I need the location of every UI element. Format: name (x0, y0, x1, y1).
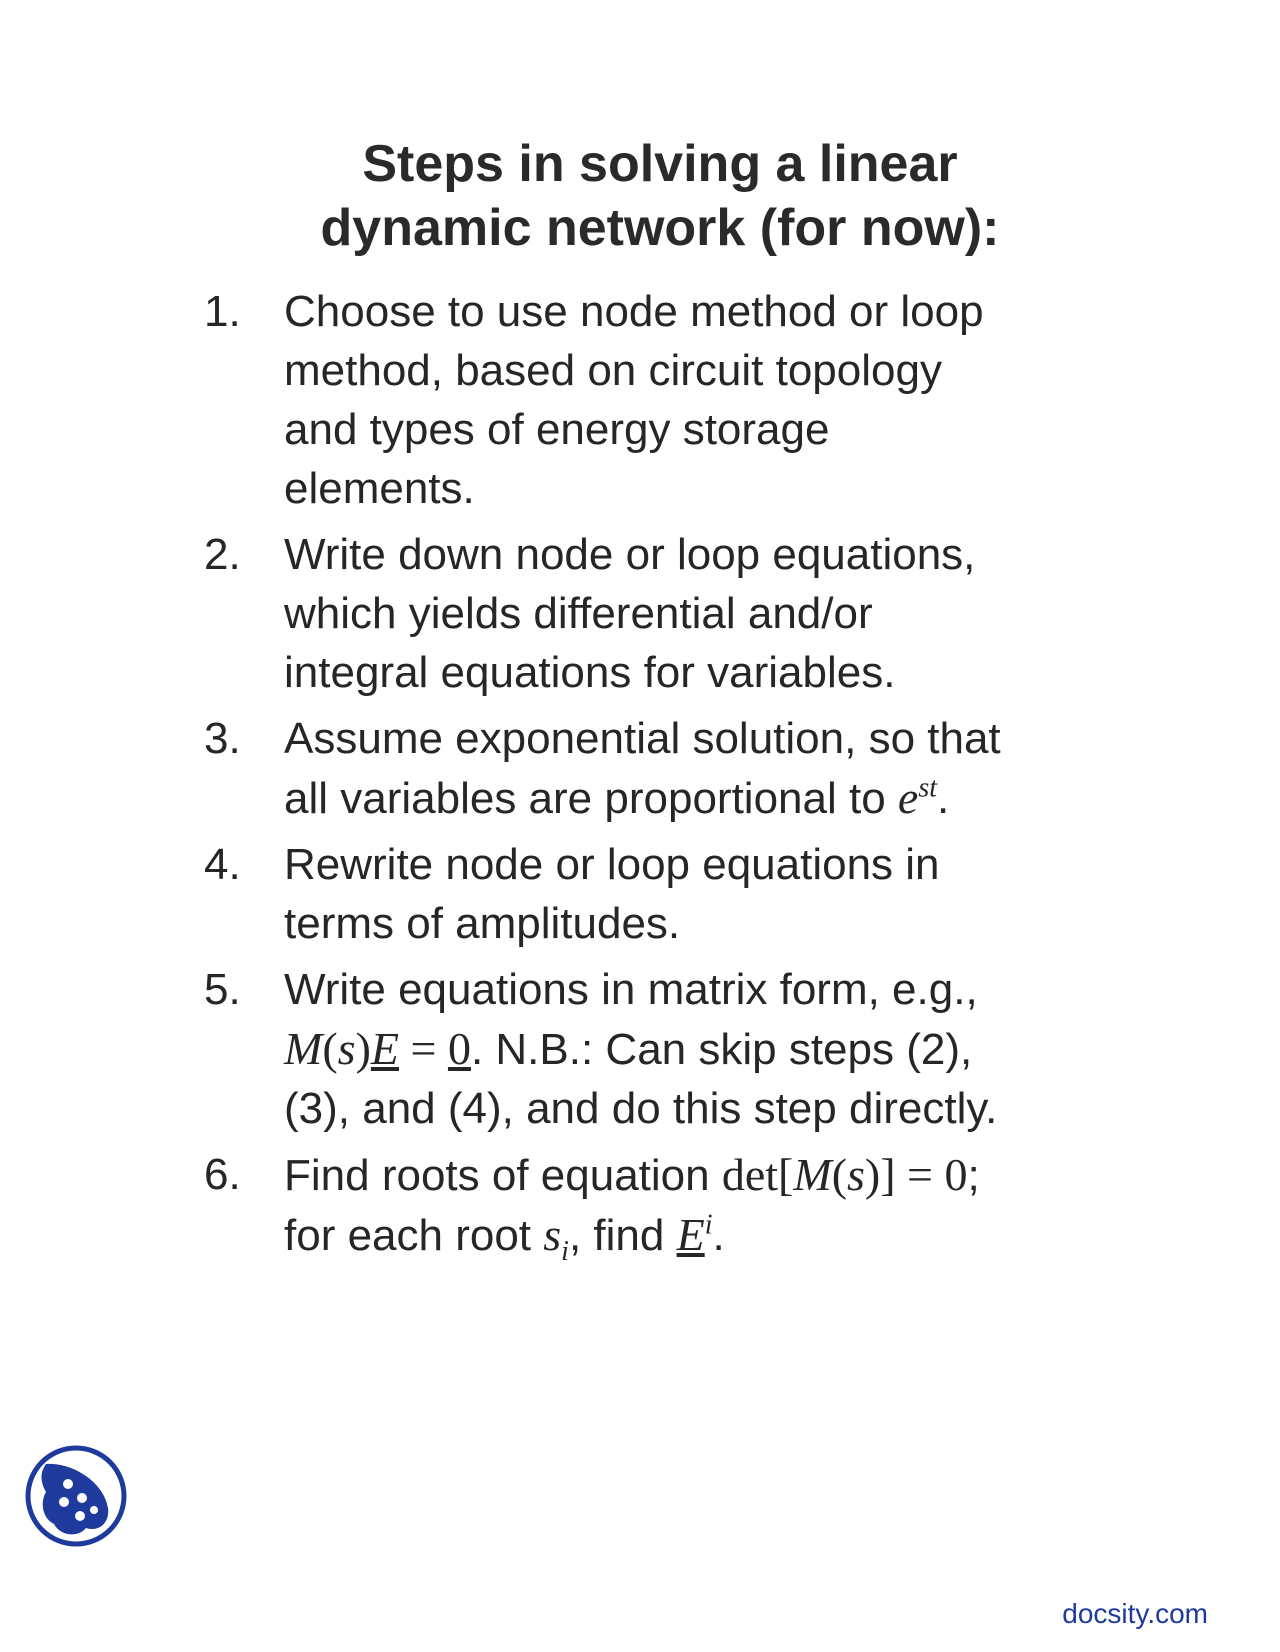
step-line-with-math: Find roots of equation det[M(s)] = 0; (284, 1149, 980, 1200)
step-number: 3. (204, 714, 241, 763)
step-1 (204, 282, 1124, 518)
step-line: integral equations for variables. (284, 648, 896, 697)
step-line: , find (568, 1211, 665, 1260)
step-line: which yields differential and/or (284, 589, 873, 638)
step-number: 2. (204, 530, 241, 579)
steps-list (204, 282, 1124, 1272)
math-determinant: det[M(s)] = 0 (721, 1149, 968, 1200)
math-eigenvector: $E^i$ (676, 1209, 713, 1260)
step-number: 1. (204, 287, 241, 336)
step-5 (204, 960, 1124, 1138)
step-line: . N.B.: Can skip steps (2), (470, 1025, 973, 1074)
brand-link[interactable]: docsity.com (1062, 1598, 1208, 1629)
step-number: 4. (204, 840, 241, 889)
math-matrix-equation: M(s)E = 0 (284, 1023, 471, 1074)
step-line: Assume exponential solution, so that (284, 714, 1001, 763)
step-line: all variables are proportional to (284, 774, 886, 823)
step-line: for each root (284, 1211, 532, 1260)
step-number: 6. (204, 1150, 241, 1199)
title-line-1: Steps in solving a linear (362, 135, 958, 193)
math-exponential: $e^{st}$ (897, 772, 938, 823)
step-line-with-math: for each root $s_i$, find $E^i$. (284, 1209, 725, 1268)
docsity-logo-icon (24, 1444, 128, 1548)
step-line: and types of energy storage (284, 405, 830, 454)
step-6 (204, 1145, 1124, 1268)
step-3 (204, 709, 1124, 828)
step-line: Write equations in matrix form, e.g., (284, 965, 978, 1014)
step-line: method, based on circuit topology (284, 346, 942, 395)
step-line: Rewrite node or loop equations in (284, 840, 940, 889)
math-root: $s_i$ (543, 1209, 569, 1268)
step-line: terms of amplitudes. (284, 899, 681, 948)
step-line: Choose to use node method or loop (284, 287, 984, 336)
page-title (0, 132, 1280, 260)
step-line-with-math (284, 1019, 1124, 1079)
step-line-with-math: all variables are proportional to $e^{st}$. (284, 772, 950, 823)
step-line: elements. (284, 464, 475, 513)
step-4 (204, 835, 1124, 953)
step-line: Write down node or loop equations, (284, 530, 976, 579)
step-2 (204, 525, 1124, 702)
step-number: 5. (204, 965, 241, 1014)
title-line-2: dynamic network (for now): (320, 199, 1000, 257)
step-line: (3), and (4), and do this step directly. (284, 1084, 998, 1133)
step-line: Find roots of equation (284, 1151, 710, 1200)
